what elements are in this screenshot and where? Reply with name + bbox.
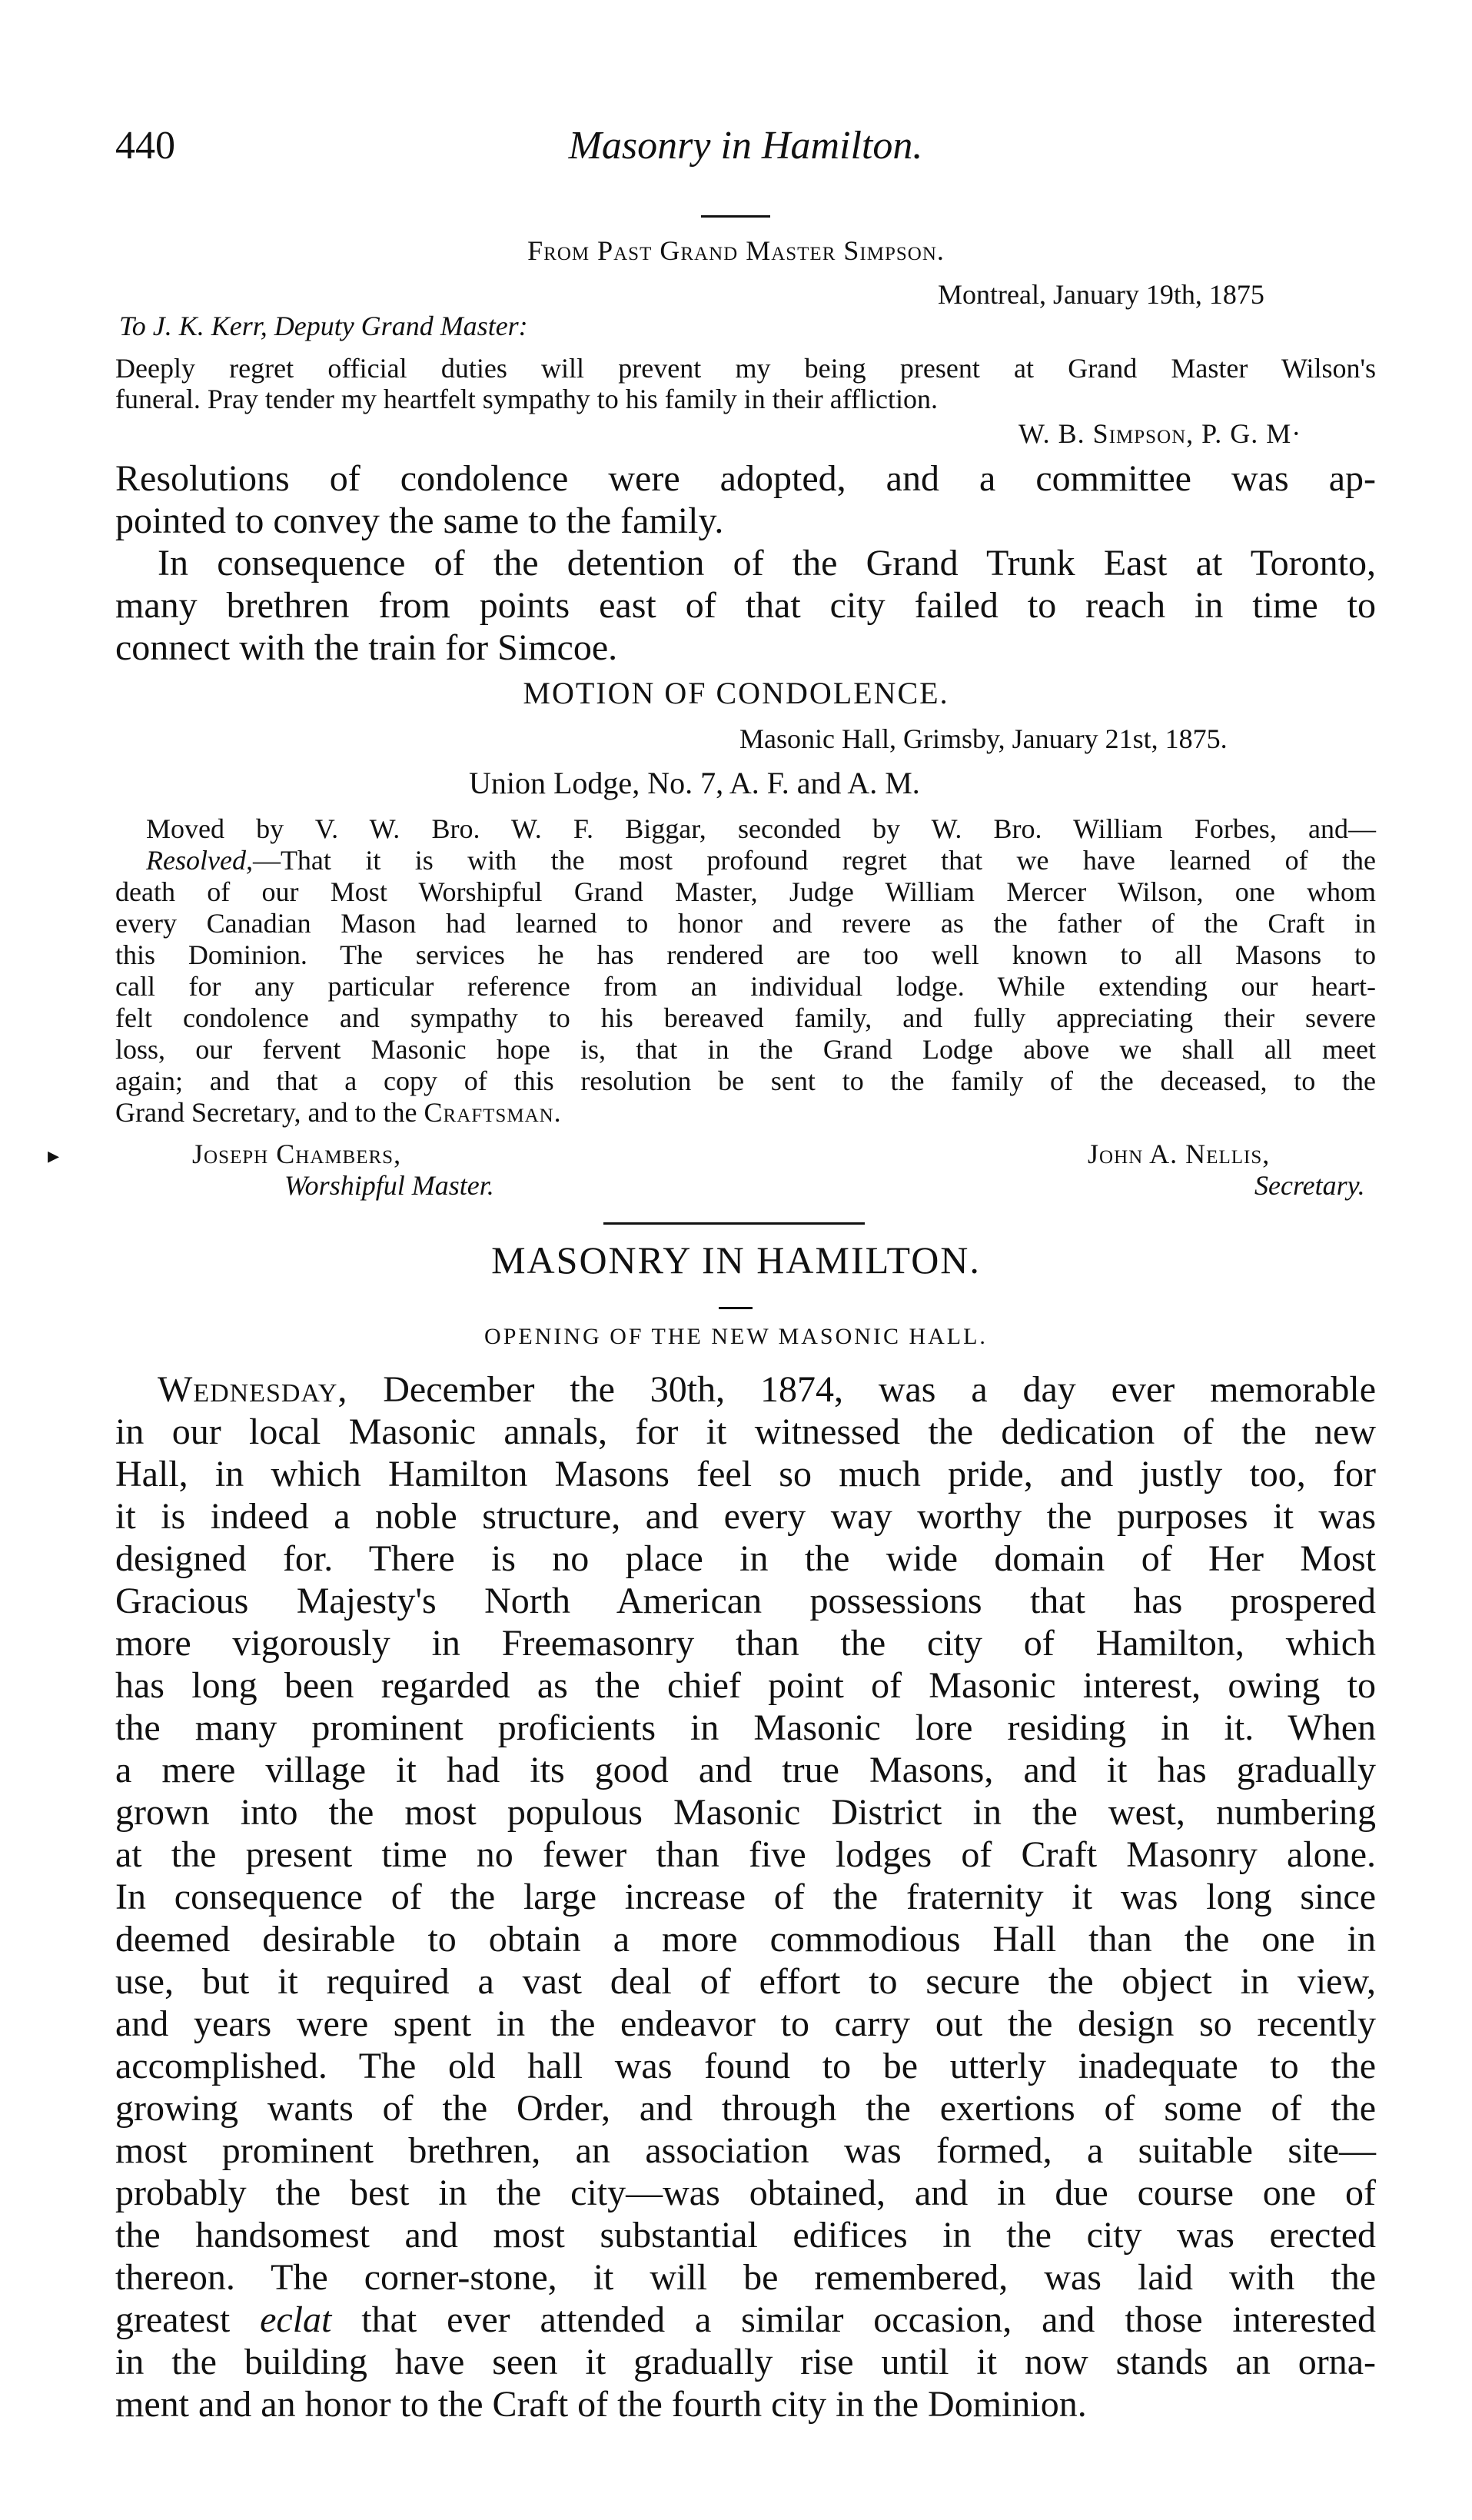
section-rule: [603, 1222, 865, 1225]
signatory-right-title: Secretary.: [1254, 1170, 1365, 1201]
resolved-word: Resolved,: [146, 845, 253, 876]
article-line: at the present time no fewer than five lodges of Craft Masonry alone.: [115, 1834, 1376, 1875]
motion-heading: MOTION OF CONDOLENCE.: [523, 676, 949, 710]
motion-last-line: [115, 1096, 562, 1129]
article-line: Gracious Majesty's North American possessions that has prospered: [115, 1581, 1376, 1621]
body-line: Resolutions of condolence were adopted, and a committee was ap-: [115, 458, 1376, 499]
letter-body-line: Deeply regret official duties will prevent my being present at Grand Master Wilson's: [115, 353, 1376, 384]
motion-intro: Moved by V. W. Bro. W. F. Biggar, seconded by W. Bro. William Forbes, and—: [146, 813, 1376, 844]
body-line: pointed to convey the same to the family.: [115, 500, 724, 541]
eclat-after: that ever attended a similar occasion, and those interested: [331, 2299, 1376, 2340]
article-line: Hall, in which Hamilton Masons feel so much pride, and justly too, for: [115, 1454, 1376, 1494]
article-line: growing wants of the Order, and through the exertions of some of the: [115, 2088, 1376, 2129]
signatory-right-name: John A. Nellis,: [1088, 1139, 1271, 1169]
opening-rest: December the 30th, 1874, was a day ever memorable: [347, 1369, 1376, 1410]
article-subtitle: OPENING OF THE NEW MASONIC HALL.: [484, 1324, 988, 1349]
motion-lodge: Union Lodge, No. 7, A. F. and A. M.: [469, 766, 920, 800]
article-line: probably the best in the city—was obtained, and in due course one of: [115, 2173, 1376, 2213]
motion-body-line: this Dominion. The services he has rendered are too well known to all Masons to: [115, 939, 1376, 970]
article-line: in our local Masonic annals, for it witnessed the dedication of the new: [115, 1411, 1376, 1452]
article-first-line: [158, 1368, 1376, 1411]
article-line: the many prominent proficients in Masonic lore residing in it. When: [115, 1707, 1376, 1748]
body-line: In consequence of the detention of the Grand Trunk East at Toronto,: [158, 543, 1376, 583]
resolved-rest: —That it is with the most profound regret that we have learned of the: [252, 845, 1376, 876]
article-line: most prominent brethren, an association was formed, a suitable site—: [115, 2130, 1376, 2171]
article-line: a mere village it had its good and true Masons, and it has gradually: [115, 1750, 1376, 1790]
short-rule-top: [701, 215, 770, 218]
article-line: deemed desirable to obtain a more commodious Hall than the one in: [115, 1919, 1376, 1960]
article-eclat-line: [115, 2299, 1376, 2341]
eclat-word: eclat: [260, 2299, 332, 2340]
article-line: has long been regarded as the chief point of Masonic interest, owing to: [115, 1665, 1376, 1706]
article-line: grown into the most populous Masonic District in the west, numbering: [115, 1792, 1376, 1833]
article-line: and years were spent in the endeavor to carry out the design so recently: [115, 2003, 1376, 2044]
article-line: accomplished. The old hall was found to be utterly inadequate to the: [115, 2046, 1376, 2086]
craftsman-name: Craftsman.: [424, 1097, 562, 1128]
motion-body-line: felt condolence and sympathy to his bereaved family, and fully appreciating their severe: [115, 1002, 1376, 1033]
body-line: connect with the train for Simcoe.: [115, 627, 618, 668]
article-line: use, but it required a vast deal of effort to secure the object in view,: [115, 1961, 1376, 2002]
article-last-line: ment and an honor to the Craft of the fourth city in the Dominion.: [115, 2384, 1087, 2425]
short-rule-title: [719, 1307, 753, 1309]
article-line: thereon. The corner-stone, it will be remembered, was laid with the: [115, 2257, 1376, 2298]
article-line: In consequence of the large increase of the fraternity it was long since: [115, 1877, 1376, 1917]
letter-signature: W. B. Simpson, P. G. M·: [1018, 418, 1302, 449]
motion-body-line: death of our Most Worshipful Grand Master, Judge William Mercer Wilson, one whom: [115, 876, 1376, 907]
letter-dateline: Montreal, January 19th, 1875: [938, 279, 1264, 310]
motion-body-line: every Canadian Mason had learned to honor and revere as the father of the Craft in: [115, 908, 1376, 939]
article-line: more vigorously in Freemasonry than the city of Hamilton, which: [115, 1623, 1376, 1664]
article-line: it is indeed a noble structure, and every way worthy the purposes it was: [115, 1496, 1376, 1537]
motion-resolved-line: [146, 844, 1376, 876]
running-title: Masonry in Hamilton.: [568, 124, 923, 168]
motion-body-line: call for any particular reference from an individual lodge. While extending our heart-: [115, 971, 1376, 1002]
page-number: 440: [115, 124, 175, 168]
motion-body-line: loss, our fervent Masonic hope is, that in the Grand Lodge above we shall all meet: [115, 1034, 1376, 1065]
page-header: [115, 115, 1376, 185]
margin-mark: ▸: [48, 1143, 60, 1169]
letter-addressee: To J. K. Kerr, Deputy Grand Master:: [119, 311, 528, 341]
signatory-left-title: Worshipful Master.: [284, 1170, 494, 1201]
opening-word: Wednesday,: [158, 1369, 348, 1410]
body-line: many brethren from points east of that city failed to reach in time to: [115, 585, 1376, 626]
motion-dateline: Masonic Hall, Grimsby, January 21st, 1875.: [739, 723, 1228, 754]
letter-body-line: funeral. Pray tender my heartfelt sympathy to his family in their affliction.: [115, 384, 939, 414]
article-line: the handsomest and most substantial edifices in the city was erected: [115, 2215, 1376, 2256]
article-line: in the building have seen it gradually rise until it now stands an orna-: [115, 2342, 1376, 2382]
motion-body-line: again; and that a copy of this resolution be sent to the family of the deceased, to the: [115, 1066, 1376, 1096]
article-title: MASONRY IN HAMILTON.: [491, 1238, 981, 1282]
signatory-left-name: Joseph Chambers,: [192, 1139, 402, 1169]
letter-heading: From Past Grand Master Simpson.: [527, 235, 945, 266]
article-line: designed for. There is no place in the wide domain of Her Most: [115, 1538, 1376, 1579]
eclat-before: greatest: [115, 2299, 261, 2340]
motion-last-line-start: Grand Secretary, and to the: [115, 1097, 424, 1128]
